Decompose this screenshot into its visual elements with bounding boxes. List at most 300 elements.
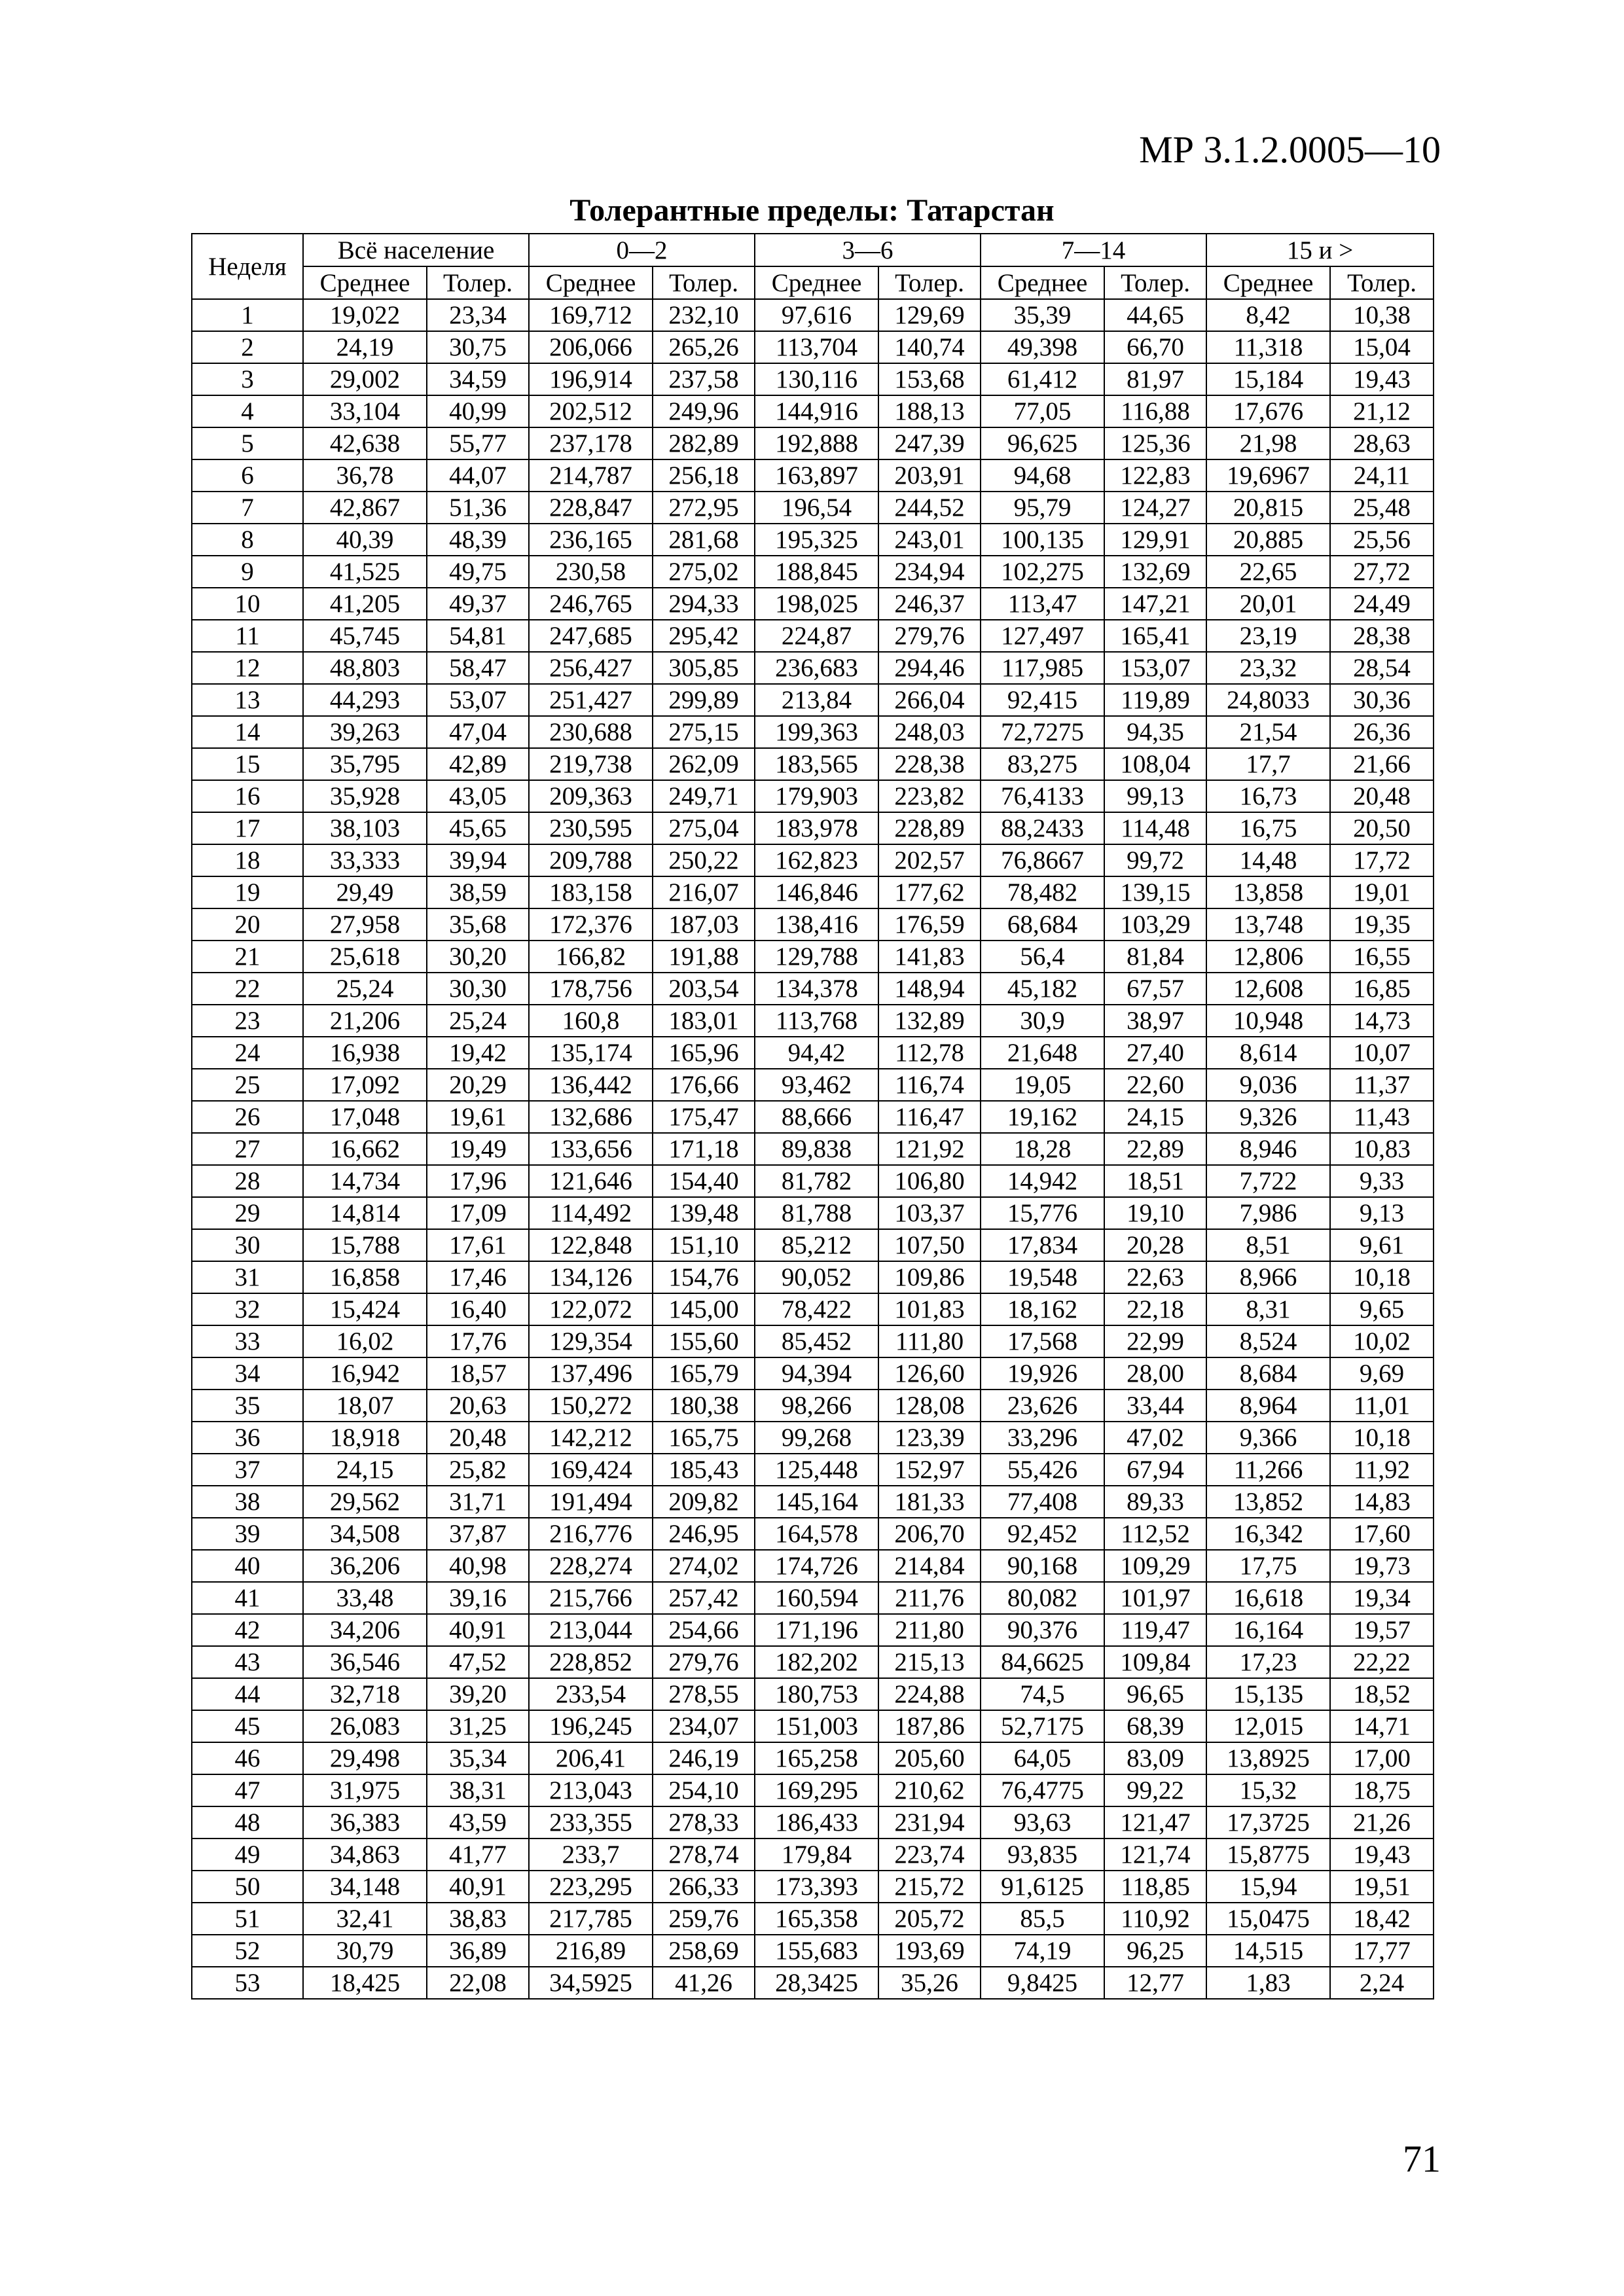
age-15-plus-tolerance-cell: 2,24 (1330, 1967, 1434, 1999)
age-3-6-tolerance-cell: 187,86 (878, 1710, 981, 1742)
week-cell: 5 (192, 427, 303, 459)
all-tolerance-cell: 53,07 (427, 684, 529, 716)
age-7-14-tolerance-cell: 18,51 (1104, 1165, 1206, 1197)
age-3-6-mean-cell: 81,788 (755, 1197, 878, 1229)
week-cell: 3 (192, 363, 303, 395)
all-tolerance-cell: 38,31 (427, 1774, 529, 1806)
table-row (192, 716, 1434, 748)
age-0-2-tolerance-cell: 171,18 (653, 1133, 755, 1165)
week-cell: 39 (192, 1518, 303, 1550)
age-3-6-mean-cell: 129,788 (755, 941, 878, 973)
age-7-14-tolerance-cell: 139,15 (1104, 876, 1206, 908)
age-7-14-tolerance-cell: 121,47 (1104, 1806, 1206, 1839)
age-3-6-mean-cell: 130,116 (755, 363, 878, 395)
age-7-14-mean-cell: 33,296 (981, 1422, 1104, 1454)
all-mean-cell: 25,618 (303, 941, 427, 973)
age-3-6-mean-cell: 99,268 (755, 1422, 878, 1454)
group-header-age-7-14: 7—14 (981, 234, 1206, 266)
table-row (192, 1967, 1434, 1999)
all-mean-cell: 45,745 (303, 620, 427, 652)
age-0-2-mean-cell: 214,787 (529, 459, 653, 492)
age-15-plus-tolerance-cell: 9,69 (1330, 1357, 1434, 1390)
age-15-plus-mean-cell: 23,19 (1206, 620, 1330, 652)
age-0-2-tolerance-cell: 266,33 (653, 1871, 755, 1903)
age-7-14-mean-cell: 92,415 (981, 684, 1104, 716)
all-tolerance-cell: 43,05 (427, 780, 529, 812)
age-0-2-mean-cell: 233,7 (529, 1839, 653, 1871)
age-0-2-tolerance-cell: 275,02 (653, 556, 755, 588)
age-3-6-tolerance-cell: 244,52 (878, 492, 981, 524)
age-3-6-tolerance-cell: 224,88 (878, 1678, 981, 1710)
age-3-6-mean-cell: 163,897 (755, 459, 878, 492)
all-tolerance-cell: 49,75 (427, 556, 529, 588)
all-mean-cell: 33,48 (303, 1582, 427, 1614)
table-row (192, 973, 1434, 1005)
age-15-plus-mean-cell: 15,94 (1206, 1871, 1330, 1903)
age-0-2-mean-cell: 216,776 (529, 1518, 653, 1550)
age-7-14-mean-cell: 19,548 (981, 1261, 1104, 1293)
age-7-14-tolerance-cell: 44,65 (1104, 299, 1206, 331)
all-tolerance-cell: 48,39 (427, 524, 529, 556)
age-3-6-mean-cell: 165,358 (755, 1903, 878, 1935)
age-3-6-tolerance-cell: 243,01 (878, 524, 981, 556)
subheader-tolerance: Толер. (1104, 266, 1206, 299)
age-15-plus-mean-cell: 8,524 (1206, 1325, 1330, 1357)
group-header-all-population: Всё население (303, 234, 529, 266)
age-15-plus-tolerance-cell: 20,48 (1330, 780, 1434, 812)
age-7-14-mean-cell: 18,28 (981, 1133, 1104, 1165)
age-15-plus-mean-cell: 19,6967 (1206, 459, 1330, 492)
age-15-plus-mean-cell: 8,42 (1206, 299, 1330, 331)
week-cell: 4 (192, 395, 303, 427)
age-3-6-tolerance-cell: 116,74 (878, 1069, 981, 1101)
age-7-14-mean-cell: 83,275 (981, 748, 1104, 780)
age-0-2-tolerance-cell: 180,38 (653, 1390, 755, 1422)
age-7-14-mean-cell: 35,39 (981, 299, 1104, 331)
age-15-plus-mean-cell: 20,01 (1206, 588, 1330, 620)
age-3-6-mean-cell: 145,164 (755, 1486, 878, 1518)
age-7-14-tolerance-cell: 153,07 (1104, 652, 1206, 684)
all-mean-cell: 39,263 (303, 716, 427, 748)
age-7-14-tolerance-cell: 38,97 (1104, 1005, 1206, 1037)
age-15-plus-tolerance-cell: 10,38 (1330, 299, 1434, 331)
week-cell: 15 (192, 748, 303, 780)
age-7-14-mean-cell: 117,985 (981, 652, 1104, 684)
age-15-plus-tolerance-cell: 19,51 (1330, 1871, 1434, 1903)
age-0-2-mean-cell: 132,686 (529, 1101, 653, 1133)
subheader-mean: Среднее (1206, 266, 1330, 299)
age-7-14-mean-cell: 85,5 (981, 1903, 1104, 1935)
age-7-14-mean-cell: 96,625 (981, 427, 1104, 459)
week-cell: 32 (192, 1293, 303, 1325)
age-3-6-mean-cell: 213,84 (755, 684, 878, 716)
age-7-14-mean-cell: 56,4 (981, 941, 1104, 973)
age-0-2-tolerance-cell: 165,75 (653, 1422, 755, 1454)
all-tolerance-cell: 42,89 (427, 748, 529, 780)
all-mean-cell: 36,546 (303, 1646, 427, 1678)
table-row (192, 331, 1434, 363)
table-row (192, 1261, 1434, 1293)
all-mean-cell: 26,083 (303, 1710, 427, 1742)
age-7-14-tolerance-cell: 28,00 (1104, 1357, 1206, 1390)
age-7-14-tolerance-cell: 125,36 (1104, 427, 1206, 459)
week-cell: 22 (192, 973, 303, 1005)
age-3-6-tolerance-cell: 246,37 (878, 588, 981, 620)
age-0-2-mean-cell: 216,89 (529, 1935, 653, 1967)
all-tolerance-cell: 39,20 (427, 1678, 529, 1710)
age-7-14-tolerance-cell: 99,22 (1104, 1774, 1206, 1806)
all-mean-cell: 48,803 (303, 652, 427, 684)
table-row (192, 748, 1434, 780)
table-row (192, 1422, 1434, 1454)
age-7-14-tolerance-cell: 99,13 (1104, 780, 1206, 812)
age-15-plus-tolerance-cell: 28,38 (1330, 620, 1434, 652)
age-0-2-tolerance-cell: 278,55 (653, 1678, 755, 1710)
week-cell: 38 (192, 1486, 303, 1518)
all-mean-cell: 41,205 (303, 588, 427, 620)
week-cell: 11 (192, 620, 303, 652)
table-row (192, 1582, 1434, 1614)
age-15-plus-mean-cell: 8,684 (1206, 1357, 1330, 1390)
week-cell: 41 (192, 1582, 303, 1614)
all-mean-cell: 18,07 (303, 1390, 427, 1422)
all-mean-cell: 42,867 (303, 492, 427, 524)
age-7-14-tolerance-cell: 20,28 (1104, 1229, 1206, 1261)
table-body (192, 299, 1434, 1999)
age-0-2-mean-cell: 213,044 (529, 1614, 653, 1646)
age-7-14-tolerance-cell: 12,77 (1104, 1967, 1206, 1999)
age-0-2-tolerance-cell: 145,00 (653, 1293, 755, 1325)
age-0-2-mean-cell: 209,788 (529, 844, 653, 876)
all-mean-cell: 40,39 (303, 524, 427, 556)
all-mean-cell: 24,15 (303, 1454, 427, 1486)
age-15-plus-mean-cell: 13,852 (1206, 1486, 1330, 1518)
all-tolerance-cell: 23,34 (427, 299, 529, 331)
age-0-2-tolerance-cell: 256,18 (653, 459, 755, 492)
all-mean-cell: 15,424 (303, 1293, 427, 1325)
age-0-2-tolerance-cell: 257,42 (653, 1582, 755, 1614)
table-row (192, 1806, 1434, 1839)
all-mean-cell: 16,02 (303, 1325, 427, 1357)
age-7-14-tolerance-cell: 66,70 (1104, 331, 1206, 363)
age-0-2-tolerance-cell: 275,04 (653, 812, 755, 844)
all-tolerance-cell: 30,20 (427, 941, 529, 973)
all-mean-cell: 42,638 (303, 427, 427, 459)
age-3-6-tolerance-cell: 176,59 (878, 908, 981, 941)
week-cell: 26 (192, 1101, 303, 1133)
age-7-14-mean-cell: 55,426 (981, 1454, 1104, 1486)
week-cell: 48 (192, 1806, 303, 1839)
age-7-14-mean-cell: 88,2433 (981, 812, 1104, 844)
age-15-plus-mean-cell: 9,036 (1206, 1069, 1330, 1101)
age-7-14-mean-cell: 100,135 (981, 524, 1104, 556)
age-3-6-mean-cell: 186,433 (755, 1806, 878, 1839)
age-0-2-mean-cell: 133,656 (529, 1133, 653, 1165)
all-mean-cell: 19,022 (303, 299, 427, 331)
age-0-2-tolerance-cell: 278,74 (653, 1839, 755, 1871)
week-cell: 7 (192, 492, 303, 524)
age-15-plus-tolerance-cell: 19,01 (1330, 876, 1434, 908)
age-7-14-tolerance-cell: 67,57 (1104, 973, 1206, 1005)
all-mean-cell: 36,383 (303, 1806, 427, 1839)
age-3-6-mean-cell: 180,753 (755, 1678, 878, 1710)
age-15-plus-mean-cell: 8,614 (1206, 1037, 1330, 1069)
age-3-6-mean-cell: 85,212 (755, 1229, 878, 1261)
age-7-14-mean-cell: 74,19 (981, 1935, 1104, 1967)
age-15-plus-mean-cell: 16,618 (1206, 1582, 1330, 1614)
age-15-plus-mean-cell: 16,164 (1206, 1614, 1330, 1646)
age-15-plus-mean-cell: 21,98 (1206, 427, 1330, 459)
age-3-6-mean-cell: 97,616 (755, 299, 878, 331)
age-3-6-mean-cell: 198,025 (755, 588, 878, 620)
age-7-14-mean-cell: 68,684 (981, 908, 1104, 941)
age-0-2-mean-cell: 237,178 (529, 427, 653, 459)
age-7-14-tolerance-cell: 110,92 (1104, 1903, 1206, 1935)
age-3-6-mean-cell: 113,768 (755, 1005, 878, 1037)
age-0-2-tolerance-cell: 294,33 (653, 588, 755, 620)
age-7-14-mean-cell: 61,412 (981, 363, 1104, 395)
age-15-plus-tolerance-cell: 10,83 (1330, 1133, 1434, 1165)
table-row (192, 395, 1434, 427)
table-row (192, 1005, 1434, 1037)
age-15-plus-mean-cell: 12,608 (1206, 973, 1330, 1005)
week-cell: 30 (192, 1229, 303, 1261)
age-3-6-tolerance-cell: 106,80 (878, 1165, 981, 1197)
age-15-plus-tolerance-cell: 14,71 (1330, 1710, 1434, 1742)
week-cell: 19 (192, 876, 303, 908)
all-mean-cell: 29,002 (303, 363, 427, 395)
age-3-6-mean-cell: 98,266 (755, 1390, 878, 1422)
age-0-2-tolerance-cell: 272,95 (653, 492, 755, 524)
age-7-14-mean-cell: 93,63 (981, 1806, 1104, 1839)
subheader-tolerance: Толер. (653, 266, 755, 299)
age-15-plus-tolerance-cell: 11,01 (1330, 1390, 1434, 1422)
age-7-14-mean-cell: 19,05 (981, 1069, 1104, 1101)
age-0-2-tolerance-cell: 155,60 (653, 1325, 755, 1357)
week-cell: 36 (192, 1422, 303, 1454)
age-3-6-tolerance-cell: 294,46 (878, 652, 981, 684)
all-mean-cell: 30,79 (303, 1935, 427, 1967)
age-7-14-mean-cell: 49,398 (981, 331, 1104, 363)
all-mean-cell: 16,942 (303, 1357, 427, 1390)
header-sub-row (192, 266, 1434, 299)
age-7-14-tolerance-cell: 22,99 (1104, 1325, 1206, 1357)
table-row (192, 524, 1434, 556)
age-15-plus-tolerance-cell: 24,11 (1330, 459, 1434, 492)
age-15-plus-mean-cell: 8,964 (1206, 1390, 1330, 1422)
all-mean-cell: 38,103 (303, 812, 427, 844)
all-tolerance-cell: 19,42 (427, 1037, 529, 1069)
age-15-plus-mean-cell: 7,986 (1206, 1197, 1330, 1229)
age-3-6-tolerance-cell: 266,04 (878, 684, 981, 716)
age-15-plus-tolerance-cell: 27,72 (1330, 556, 1434, 588)
all-mean-cell: 31,975 (303, 1774, 427, 1806)
age-3-6-mean-cell: 174,726 (755, 1550, 878, 1582)
all-tolerance-cell: 17,76 (427, 1325, 529, 1357)
age-3-6-tolerance-cell: 228,89 (878, 812, 981, 844)
age-3-6-tolerance-cell: 129,69 (878, 299, 981, 331)
all-mean-cell: 32,718 (303, 1678, 427, 1710)
age-0-2-mean-cell: 196,245 (529, 1710, 653, 1742)
age-0-2-mean-cell: 137,496 (529, 1357, 653, 1390)
age-7-14-tolerance-cell: 118,85 (1104, 1871, 1206, 1903)
age-3-6-mean-cell: 160,594 (755, 1582, 878, 1614)
age-3-6-mean-cell: 146,846 (755, 876, 878, 908)
age-3-6-tolerance-cell: 223,74 (878, 1839, 981, 1871)
age-3-6-mean-cell: 88,666 (755, 1101, 878, 1133)
age-3-6-tolerance-cell: 152,97 (878, 1454, 981, 1486)
age-3-6-tolerance-cell: 215,72 (878, 1871, 981, 1903)
document-code: МР 3.1.2.0005—10 (1139, 128, 1441, 171)
week-cell: 10 (192, 588, 303, 620)
all-mean-cell: 16,938 (303, 1037, 427, 1069)
week-cell: 43 (192, 1646, 303, 1678)
all-tolerance-cell: 22,08 (427, 1967, 529, 1999)
week-cell: 28 (192, 1165, 303, 1197)
week-cell: 23 (192, 1005, 303, 1037)
all-tolerance-cell: 17,61 (427, 1229, 529, 1261)
age-15-plus-mean-cell: 23,32 (1206, 652, 1330, 684)
all-mean-cell: 34,863 (303, 1839, 427, 1871)
age-7-14-tolerance-cell: 22,89 (1104, 1133, 1206, 1165)
age-0-2-tolerance-cell: 187,03 (653, 908, 755, 941)
age-0-2-tolerance-cell: 258,69 (653, 1935, 755, 1967)
age-0-2-mean-cell: 169,424 (529, 1454, 653, 1486)
age-15-plus-tolerance-cell: 14,83 (1330, 1486, 1434, 1518)
all-tolerance-cell: 18,57 (427, 1357, 529, 1390)
age-7-14-tolerance-cell: 96,25 (1104, 1935, 1206, 1967)
all-mean-cell: 24,19 (303, 331, 427, 363)
age-15-plus-mean-cell: 13,8925 (1206, 1742, 1330, 1774)
age-7-14-mean-cell: 21,648 (981, 1037, 1104, 1069)
all-tolerance-cell: 49,37 (427, 588, 529, 620)
age-0-2-mean-cell: 223,295 (529, 1871, 653, 1903)
age-0-2-mean-cell: 228,847 (529, 492, 653, 524)
all-tolerance-cell: 44,07 (427, 459, 529, 492)
week-cell: 2 (192, 331, 303, 363)
age-15-plus-mean-cell: 11,266 (1206, 1454, 1330, 1486)
table-row (192, 459, 1434, 492)
age-15-plus-tolerance-cell: 22,22 (1330, 1646, 1434, 1678)
age-15-plus-mean-cell: 15,32 (1206, 1774, 1330, 1806)
table-header (192, 234, 1434, 299)
age-3-6-mean-cell: 236,683 (755, 652, 878, 684)
table-row (192, 684, 1434, 716)
all-tolerance-cell: 16,40 (427, 1293, 529, 1325)
all-tolerance-cell: 58,47 (427, 652, 529, 684)
week-cell: 35 (192, 1390, 303, 1422)
age-15-plus-tolerance-cell: 9,33 (1330, 1165, 1434, 1197)
age-7-14-mean-cell: 94,68 (981, 459, 1104, 492)
age-3-6-tolerance-cell: 123,39 (878, 1422, 981, 1454)
table-row (192, 588, 1434, 620)
all-tolerance-cell: 34,59 (427, 363, 529, 395)
age-7-14-mean-cell: 80,082 (981, 1582, 1104, 1614)
age-15-plus-tolerance-cell: 11,43 (1330, 1101, 1434, 1133)
table-row (192, 1774, 1434, 1806)
table-row (192, 1165, 1434, 1197)
week-cell: 45 (192, 1710, 303, 1742)
age-0-2-tolerance-cell: 275,15 (653, 716, 755, 748)
age-3-6-tolerance-cell: 153,68 (878, 363, 981, 395)
table-row (192, 1197, 1434, 1229)
age-7-14-tolerance-cell: 109,29 (1104, 1550, 1206, 1582)
table-row (192, 1229, 1434, 1261)
age-3-6-mean-cell: 195,325 (755, 524, 878, 556)
age-0-2-mean-cell: 215,766 (529, 1582, 653, 1614)
all-mean-cell: 16,858 (303, 1261, 427, 1293)
week-cell: 18 (192, 844, 303, 876)
age-7-14-mean-cell: 84,6625 (981, 1646, 1104, 1678)
age-0-2-tolerance-cell: 175,47 (653, 1101, 755, 1133)
all-tolerance-cell: 39,16 (427, 1582, 529, 1614)
age-0-2-mean-cell: 251,427 (529, 684, 653, 716)
subheader-tolerance: Толер. (1330, 266, 1434, 299)
age-15-plus-tolerance-cell: 25,56 (1330, 524, 1434, 556)
week-cell: 51 (192, 1903, 303, 1935)
all-tolerance-cell: 47,52 (427, 1646, 529, 1678)
age-15-plus-mean-cell: 17,23 (1206, 1646, 1330, 1678)
group-header-age-3-6: 3—6 (755, 234, 981, 266)
age-15-plus-mean-cell: 17,75 (1206, 1550, 1330, 1582)
age-15-plus-tolerance-cell: 17,60 (1330, 1518, 1434, 1550)
age-3-6-mean-cell: 199,363 (755, 716, 878, 748)
age-7-14-tolerance-cell: 119,47 (1104, 1614, 1206, 1646)
age-0-2-mean-cell: 122,072 (529, 1293, 653, 1325)
age-7-14-tolerance-cell: 89,33 (1104, 1486, 1206, 1518)
age-15-plus-tolerance-cell: 19,73 (1330, 1550, 1434, 1582)
age-0-2-mean-cell: 169,712 (529, 299, 653, 331)
age-3-6-mean-cell: 164,578 (755, 1518, 878, 1550)
age-15-plus-mean-cell: 17,7 (1206, 748, 1330, 780)
subheader-mean: Среднее (981, 266, 1104, 299)
all-mean-cell: 14,814 (303, 1197, 427, 1229)
all-tolerance-cell: 40,91 (427, 1614, 529, 1646)
week-cell: 42 (192, 1614, 303, 1646)
table-row (192, 620, 1434, 652)
all-tolerance-cell: 37,87 (427, 1518, 529, 1550)
age-15-plus-tolerance-cell: 9,65 (1330, 1293, 1434, 1325)
age-0-2-tolerance-cell: 237,58 (653, 363, 755, 395)
age-7-14-mean-cell: 90,376 (981, 1614, 1104, 1646)
all-tolerance-cell: 31,25 (427, 1710, 529, 1742)
age-3-6-mean-cell: 90,052 (755, 1261, 878, 1293)
age-7-14-mean-cell: 76,4133 (981, 780, 1104, 812)
age-15-plus-tolerance-cell: 17,77 (1330, 1935, 1434, 1967)
age-0-2-mean-cell: 166,82 (529, 941, 653, 973)
week-cell: 40 (192, 1550, 303, 1582)
subheader-mean: Среднее (755, 266, 878, 299)
age-3-6-tolerance-cell: 193,69 (878, 1935, 981, 1967)
age-15-plus-tolerance-cell: 16,55 (1330, 941, 1434, 973)
all-mean-cell: 41,525 (303, 556, 427, 588)
age-3-6-mean-cell: 183,978 (755, 812, 878, 844)
table-row (192, 1678, 1434, 1710)
header-group-row (192, 234, 1434, 266)
age-3-6-mean-cell: 85,452 (755, 1325, 878, 1357)
age-7-14-mean-cell: 17,568 (981, 1325, 1104, 1357)
age-15-plus-tolerance-cell: 10,07 (1330, 1037, 1434, 1069)
age-15-plus-tolerance-cell: 18,52 (1330, 1678, 1434, 1710)
table-row (192, 1710, 1434, 1742)
age-3-6-mean-cell: 28,3425 (755, 1967, 878, 1999)
age-0-2-tolerance-cell: 254,66 (653, 1614, 755, 1646)
age-15-plus-mean-cell: 13,748 (1206, 908, 1330, 941)
age-3-6-mean-cell: 188,845 (755, 556, 878, 588)
age-3-6-tolerance-cell: 202,57 (878, 844, 981, 876)
table-row (192, 1903, 1434, 1935)
age-0-2-mean-cell: 202,512 (529, 395, 653, 427)
